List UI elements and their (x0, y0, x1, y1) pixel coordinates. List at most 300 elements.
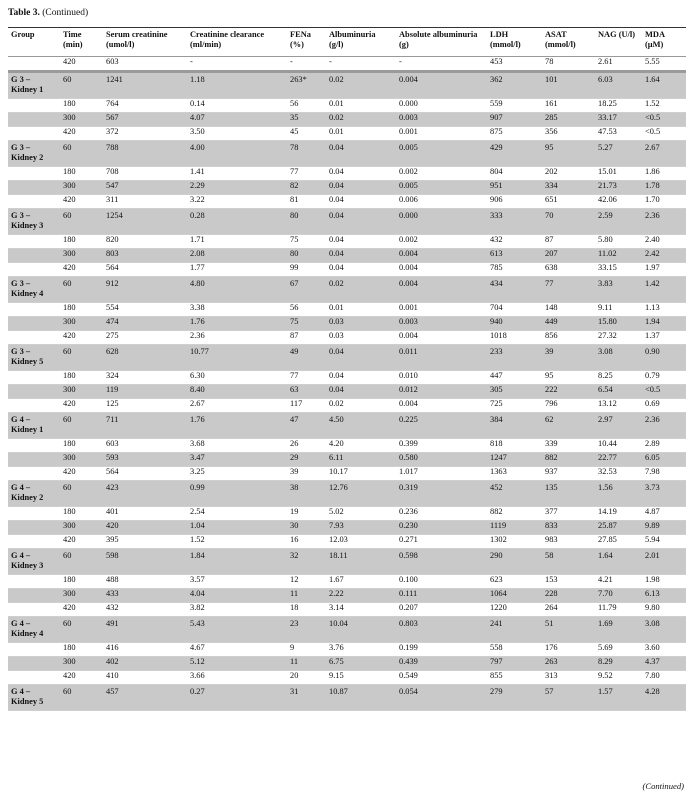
table-cell: 3.60 (642, 643, 686, 657)
table-cell: 39 (287, 467, 326, 481)
table-cell: 75 (287, 317, 326, 331)
table-cell: 855 (487, 671, 542, 685)
table-cell: 6.11 (326, 453, 396, 467)
table-cell: 362 (487, 72, 542, 99)
table-cell: 423 (103, 481, 187, 507)
table-row (8, 603, 686, 617)
table-cell: 15.80 (595, 317, 642, 331)
table-cell: 1247 (487, 453, 542, 467)
group-cell (8, 235, 60, 249)
table-cell: 4.21 (595, 575, 642, 589)
table-cell: 12.76 (326, 481, 396, 507)
table-cell: 233 (487, 345, 542, 371)
table-cell: 313 (542, 671, 595, 685)
table-cell: 410 (103, 671, 187, 685)
table-cell: 420 (103, 521, 187, 535)
table-cell: 87 (287, 331, 326, 345)
table-cell: 300 (60, 453, 103, 467)
table-cell: 603 (103, 439, 187, 453)
table-cell: 1.86 (642, 167, 686, 181)
table-cell: 882 (542, 453, 595, 467)
table-cell: 401 (103, 507, 187, 521)
table-cell: 60 (60, 209, 103, 235)
table-cell: 324 (103, 371, 187, 385)
table-cell: 0.012 (396, 385, 487, 399)
table-cell: 0.02 (326, 277, 396, 303)
table-cell: 0.004 (396, 249, 487, 263)
table-cell: 452 (487, 481, 542, 507)
table-cell: 420 (60, 57, 103, 72)
table-cell: 135 (542, 481, 595, 507)
table-cell: 77 (287, 371, 326, 385)
group-cell (8, 657, 60, 671)
table-cell: 180 (60, 507, 103, 521)
group-cell (8, 439, 60, 453)
table-cell: 80 (287, 209, 326, 235)
group-cell (8, 643, 60, 657)
table-cell: 5.55 (642, 57, 686, 72)
table-cell: 0.005 (396, 141, 487, 167)
table-cell: 20 (287, 671, 326, 685)
table-cell: 2.40 (642, 235, 686, 249)
table-cell: 1.76 (187, 317, 287, 331)
table-cell: 241 (487, 617, 542, 643)
table-cell: 1.97 (642, 263, 686, 277)
table-cell: 796 (542, 399, 595, 413)
table-cell: 35 (287, 113, 326, 127)
table-cell: 101 (542, 72, 595, 99)
table-cell: 4.04 (187, 589, 287, 603)
table-row (8, 549, 686, 575)
table-cell: 300 (60, 657, 103, 671)
table-cell: 180 (60, 371, 103, 385)
table-cell: 82 (287, 181, 326, 195)
table-row (8, 439, 686, 453)
table-cell: 95 (542, 371, 595, 385)
table-cell: 4.80 (187, 277, 287, 303)
group-cell (8, 127, 60, 141)
table-cell: 2.36 (642, 413, 686, 439)
table-cell: 420 (60, 263, 103, 277)
table-cell: 7.70 (595, 589, 642, 603)
table-cell: 0.207 (396, 603, 487, 617)
table-cell: 0.01 (326, 303, 396, 317)
table-cell: 628 (103, 345, 187, 371)
table-cell: 60 (60, 277, 103, 303)
table-cell: 1.52 (187, 535, 287, 549)
table-row (8, 399, 686, 413)
group-cell (8, 589, 60, 603)
table-cell: 29 (287, 453, 326, 467)
table-cell: 56 (287, 303, 326, 317)
table-cell: 356 (542, 127, 595, 141)
table-cell: 300 (60, 385, 103, 399)
table-cell: 25.87 (595, 521, 642, 535)
table-cell: 300 (60, 113, 103, 127)
table-row (8, 413, 686, 439)
group-cell: G 4 – Kidney 3 (8, 549, 60, 575)
table-cell: 912 (103, 277, 187, 303)
table-row (8, 167, 686, 181)
group-cell (8, 467, 60, 481)
table-cell: 5.69 (595, 643, 642, 657)
table-cell: 6.03 (595, 72, 642, 99)
table-cell: 4.67 (187, 643, 287, 657)
table-cell: 453 (487, 57, 542, 72)
table-cell: 62 (542, 413, 595, 439)
table-cell: - (187, 57, 287, 72)
column-header: MDA (µM) (642, 28, 686, 57)
table-cell: 1.41 (187, 167, 287, 181)
table-cell: 1.77 (187, 263, 287, 277)
table-cell: 16 (287, 535, 326, 549)
table-cell: 797 (487, 657, 542, 671)
table-cell: 833 (542, 521, 595, 535)
table-cell: 180 (60, 235, 103, 249)
table-cell: 2.36 (187, 331, 287, 345)
table-cell: 9.89 (642, 521, 686, 535)
table-cell: 2.89 (642, 439, 686, 453)
table-cell: 0.003 (396, 317, 487, 331)
table-cell: 0.69 (642, 399, 686, 413)
table-cell: 429 (487, 141, 542, 167)
table-cell: 32.53 (595, 467, 642, 481)
table-row (8, 181, 686, 195)
table-cell: 180 (60, 99, 103, 113)
table-cell: 6.05 (642, 453, 686, 467)
table-row (8, 643, 686, 657)
table-cell: 19 (287, 507, 326, 521)
table-cell: 47 (287, 413, 326, 439)
table-cell: 0.100 (396, 575, 487, 589)
table-cell: 207 (542, 249, 595, 263)
table-cell: 0.010 (396, 371, 487, 385)
table-cell: 2.01 (642, 549, 686, 575)
table-cell: 18.25 (595, 99, 642, 113)
table-cell: 180 (60, 167, 103, 181)
table-cell: 334 (542, 181, 595, 195)
table-cell: 51 (542, 617, 595, 643)
table-cell: 598 (103, 549, 187, 575)
table-row (8, 467, 686, 481)
table-header-row (8, 28, 686, 57)
table-cell: 0.054 (396, 685, 487, 711)
table-cell: 9.52 (595, 671, 642, 685)
table-row (8, 127, 686, 141)
table-cell: 820 (103, 235, 187, 249)
column-header: Serum creatinine (umol/l) (103, 28, 187, 57)
table-cell: 416 (103, 643, 187, 657)
group-cell (8, 399, 60, 413)
table-cell: 57 (542, 685, 595, 711)
table-cell: 1064 (487, 589, 542, 603)
table-cell: 0.04 (326, 167, 396, 181)
table-cell: 77 (542, 277, 595, 303)
table-row (8, 249, 686, 263)
table-cell: 153 (542, 575, 595, 589)
table-cell: 3.73 (642, 481, 686, 507)
table-cell: 0.04 (326, 195, 396, 209)
table-row (8, 99, 686, 113)
column-header: NAG (U/l) (595, 28, 642, 57)
table-cell: 449 (542, 317, 595, 331)
table-cell: 45 (287, 127, 326, 141)
table-row (8, 453, 686, 467)
table-row (8, 331, 686, 345)
table-cell: 5.12 (187, 657, 287, 671)
table-cell: 856 (542, 331, 595, 345)
table-cell: 14.19 (595, 507, 642, 521)
table-cell: 0.803 (396, 617, 487, 643)
table-cell: 33.17 (595, 113, 642, 127)
group-cell (8, 195, 60, 209)
table-cell: 3.22 (187, 195, 287, 209)
table-cell: 0.02 (326, 399, 396, 413)
table-body (8, 57, 686, 711)
table-cell: 0.14 (187, 99, 287, 113)
table-cell: 420 (60, 399, 103, 413)
table-cell: 13.12 (595, 399, 642, 413)
table-cell: 0.230 (396, 521, 487, 535)
table-cell: 0.002 (396, 235, 487, 249)
table-cell: 6.30 (187, 371, 287, 385)
table-cell: 3.47 (187, 453, 287, 467)
table-label: Table 3. (8, 8, 40, 18)
table-cell: 7.93 (326, 521, 396, 535)
column-header: LDH (mmol/l) (487, 28, 542, 57)
table-cell: 1.98 (642, 575, 686, 589)
table-cell: 300 (60, 249, 103, 263)
table-cell: 6.13 (642, 589, 686, 603)
table-cell: 300 (60, 521, 103, 535)
table-cell: 119 (103, 385, 187, 399)
table-cell: 0.03 (326, 317, 396, 331)
table-cell: 60 (60, 72, 103, 99)
table-cell: 704 (487, 303, 542, 317)
table-row (8, 263, 686, 277)
table-cell: 0.002 (396, 167, 487, 181)
table-cell: 6.75 (326, 657, 396, 671)
table-cell: 547 (103, 181, 187, 195)
table-cell: 384 (487, 413, 542, 439)
table-cell: <0.5 (642, 385, 686, 399)
table-cell: 564 (103, 263, 187, 277)
table-cell: 457 (103, 685, 187, 711)
table-cell: 0.225 (396, 413, 487, 439)
table-cell: 1.37 (642, 331, 686, 345)
table-cell: 11 (287, 589, 326, 603)
table-cell: 432 (103, 603, 187, 617)
table-cell: 420 (60, 195, 103, 209)
table-cell: 18 (287, 603, 326, 617)
group-cell (8, 575, 60, 589)
group-cell: G 4 – Kidney 4 (8, 617, 60, 643)
table-cell: 3.08 (642, 617, 686, 643)
group-cell: G 3 – Kidney 5 (8, 345, 60, 371)
column-header: Group (8, 28, 60, 57)
table-cell: <0.5 (642, 127, 686, 141)
table-cell: 372 (103, 127, 187, 141)
table-cell: 9.15 (326, 671, 396, 685)
table-cell: 2.61 (595, 57, 642, 72)
table-cell: 420 (60, 127, 103, 141)
table-cell: 18.11 (326, 549, 396, 575)
table-row (8, 317, 686, 331)
table-cell: 4.20 (326, 439, 396, 453)
column-header: Albuminuria (g/l) (326, 28, 396, 57)
table-cell: 764 (103, 99, 187, 113)
table-cell: 951 (487, 181, 542, 195)
table-cell: 564 (103, 467, 187, 481)
table-cell: 60 (60, 481, 103, 507)
table-cell: 60 (60, 617, 103, 643)
table-cell: 2.54 (187, 507, 287, 521)
table-cell: 0.399 (396, 439, 487, 453)
table-cell: - (396, 57, 487, 72)
table-cell: 1.94 (642, 317, 686, 331)
table-cell: 333 (487, 209, 542, 235)
table-cell: 70 (542, 209, 595, 235)
table-cell: 1119 (487, 521, 542, 535)
table-cell: 558 (487, 643, 542, 657)
table-cell: 1254 (103, 209, 187, 235)
table-cell: 593 (103, 453, 187, 467)
table-cell: 75 (287, 235, 326, 249)
table-cell: 33.15 (595, 263, 642, 277)
table-cell: 906 (487, 195, 542, 209)
table-cell: 0.000 (396, 99, 487, 113)
table-cell: 725 (487, 399, 542, 413)
table-cell: 1.52 (642, 99, 686, 113)
table-cell: 804 (487, 167, 542, 181)
table-cell: 38 (287, 481, 326, 507)
group-cell (8, 303, 60, 317)
group-cell: G 3 – Kidney 2 (8, 141, 60, 167)
table-cell: 2.59 (595, 209, 642, 235)
table-cell: 3.57 (187, 575, 287, 589)
table-cell: 0.79 (642, 371, 686, 385)
table-row (8, 57, 686, 72)
table-cell: 15.01 (595, 167, 642, 181)
table-cell: 0.006 (396, 195, 487, 209)
table-cell: 0.004 (396, 331, 487, 345)
group-cell: G 3 – Kidney 3 (8, 209, 60, 235)
table-cell: 4.07 (187, 113, 287, 127)
table-cell: 0.549 (396, 671, 487, 685)
table-row (8, 209, 686, 235)
table-cell: 3.38 (187, 303, 287, 317)
table-row (8, 385, 686, 399)
table-cell: 395 (103, 535, 187, 549)
table-cell: 10.44 (595, 439, 642, 453)
table-cell: 78 (542, 57, 595, 72)
table-cell: 0.02 (326, 113, 396, 127)
table-cell: 491 (103, 617, 187, 643)
table-cell: 7.80 (642, 671, 686, 685)
table-cell: 2.29 (187, 181, 287, 195)
table-cell: 0.001 (396, 303, 487, 317)
table-cell: 434 (487, 277, 542, 303)
table-cell: 300 (60, 317, 103, 331)
group-cell (8, 521, 60, 535)
table-cell: 23 (287, 617, 326, 643)
table-cell: 2.97 (595, 413, 642, 439)
table-cell: 9.11 (595, 303, 642, 317)
table-cell: 339 (542, 439, 595, 453)
table-cell: 0.01 (326, 127, 396, 141)
table-cell: 0.004 (396, 72, 487, 99)
table-cell: 87 (542, 235, 595, 249)
table-cell: 8.25 (595, 371, 642, 385)
table-cell: 222 (542, 385, 595, 399)
table-cell: 117 (287, 399, 326, 413)
group-cell (8, 263, 60, 277)
table-cell: 708 (103, 167, 187, 181)
group-cell (8, 99, 60, 113)
table-cell: 12 (287, 575, 326, 589)
table-cell: 2.67 (642, 141, 686, 167)
table-cell: 0.04 (326, 345, 396, 371)
table-cell: 4.37 (642, 657, 686, 671)
table-cell: 99 (287, 263, 326, 277)
table-cell: 1302 (487, 535, 542, 549)
table-cell: 488 (103, 575, 187, 589)
table-cell: 1.04 (187, 521, 287, 535)
group-cell (8, 167, 60, 181)
table-cell: 3.66 (187, 671, 287, 685)
table-cell: 1.64 (642, 72, 686, 99)
table-cell: 60 (60, 413, 103, 439)
table-cell: 638 (542, 263, 595, 277)
table-cell: 3.25 (187, 467, 287, 481)
table-cell: 10.04 (326, 617, 396, 643)
group-cell (8, 453, 60, 467)
group-cell (8, 249, 60, 263)
table-cell: 1.78 (642, 181, 686, 195)
table-caption-text: (Continued) (42, 8, 89, 18)
table-cell: 4.28 (642, 685, 686, 711)
table-cell: 0.001 (396, 127, 487, 141)
table-cell: 263 (542, 657, 595, 671)
table-cell: 651 (542, 195, 595, 209)
table-row (8, 345, 686, 371)
table-cell: 2.42 (642, 249, 686, 263)
table-cell: 180 (60, 439, 103, 453)
table-cell: 0.02 (326, 72, 396, 99)
table-row (8, 277, 686, 303)
table-cell: 285 (542, 113, 595, 127)
table-cell: 1.18 (187, 72, 287, 99)
table-cell: 63 (287, 385, 326, 399)
group-cell (8, 113, 60, 127)
table-row (8, 685, 686, 711)
table-cell: 1.67 (326, 575, 396, 589)
group-cell: G 3 – Kidney 4 (8, 277, 60, 303)
table-cell: 275 (103, 331, 187, 345)
group-cell (8, 603, 60, 617)
table-cell: 0.319 (396, 481, 487, 507)
table-cell: 8.29 (595, 657, 642, 671)
data-table (8, 27, 686, 711)
table-cell: 27.32 (595, 331, 642, 345)
table-cell: 0.003 (396, 113, 487, 127)
table-cell: 0.04 (326, 235, 396, 249)
column-header: Creatinine clearance (ml/min) (187, 28, 287, 57)
table-cell: 0.04 (326, 181, 396, 195)
table-cell: 4.87 (642, 507, 686, 521)
table-cell: 125 (103, 399, 187, 413)
table-cell: 420 (60, 331, 103, 345)
